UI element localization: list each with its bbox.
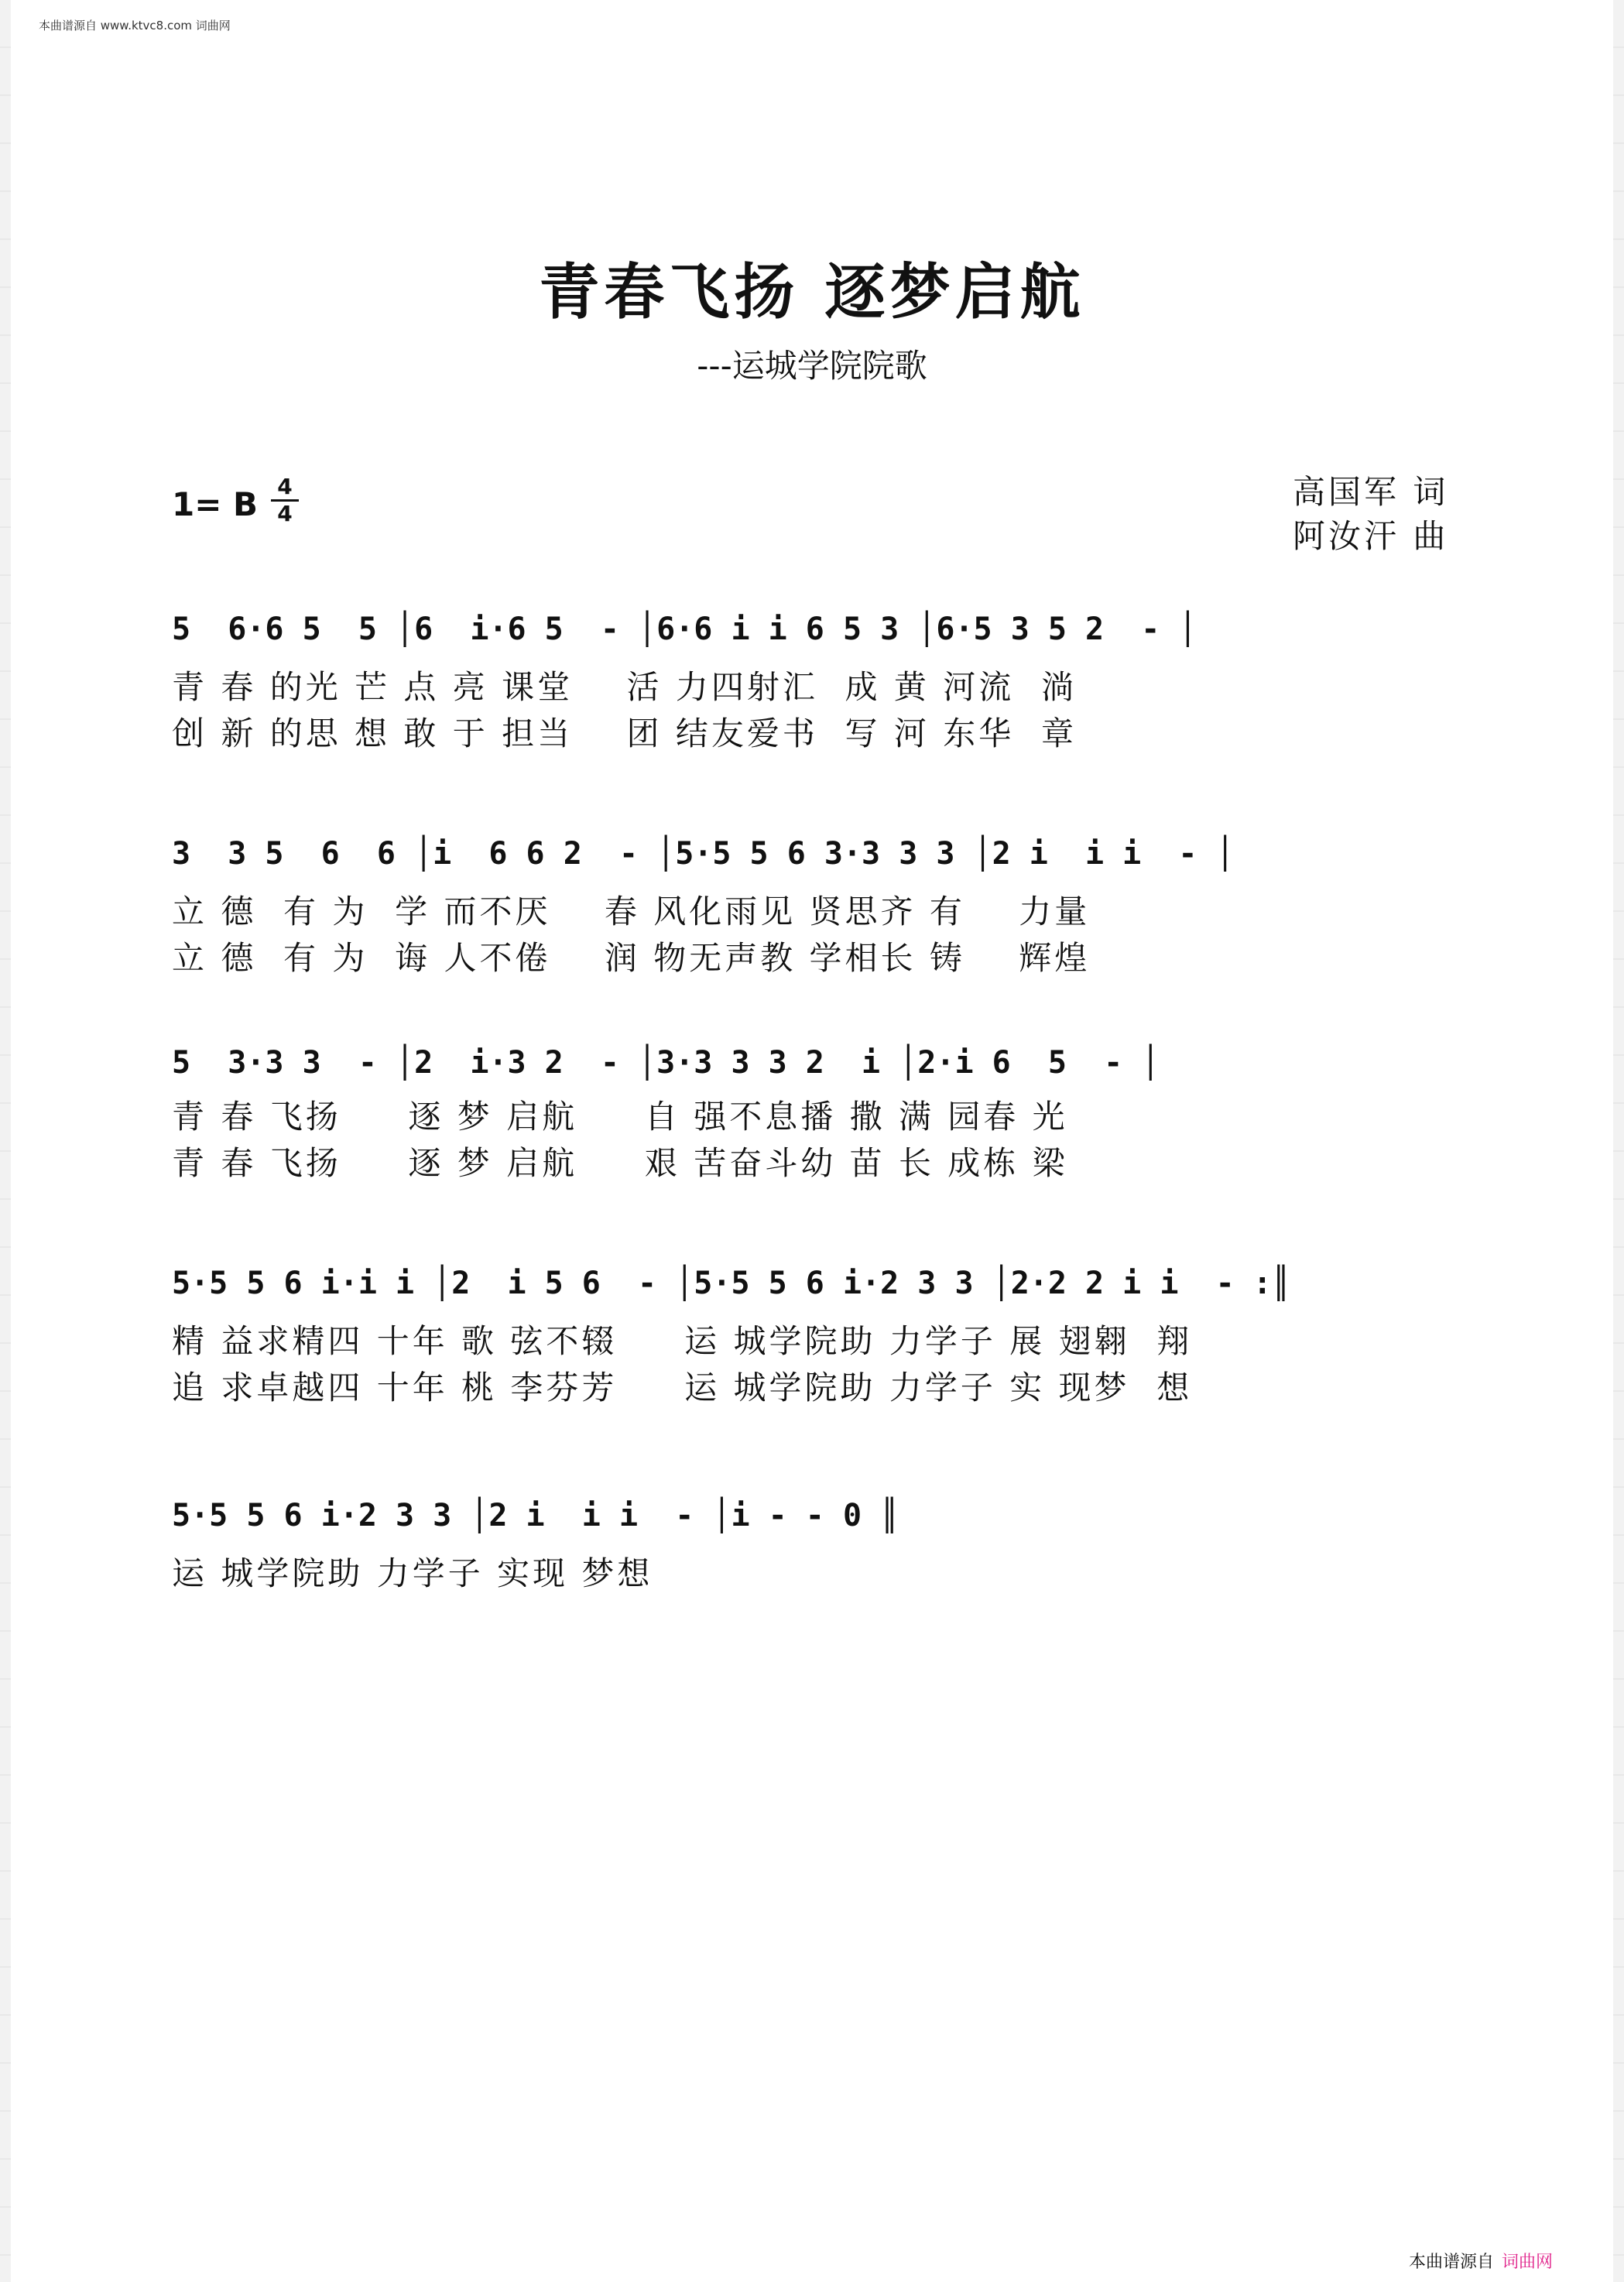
lyricist-credit: 高国军 词 (1293, 473, 1449, 511)
lyric-line-2-verse-2: 立 德 有 为 诲 人不倦 润 物无声教 学相长 铸 辉煌 (172, 939, 1091, 977)
notation-line-4: 5·5 5 6 i·i i │2 i 5 6 - │5·5 5 6 i·2 3 3 │2·2 2 i i - :║ (172, 1266, 1290, 1301)
lyric-line-1-verse-2: 创 新 的思 想 敢 于 担当 团 结友爱书 写 河 东华 章 (172, 714, 1077, 752)
notation-line-5: 5·5 5 6 i·2 3 3 │2 i i i - │i - - 0 ║ (172, 1498, 899, 1533)
time-signature-bottom: 4 (277, 501, 293, 526)
time-signature (271, 475, 299, 526)
footer-source-label: 本曲谱源自 (1409, 2253, 1495, 2272)
notation-line-3: 5 3·3 3 - │2 i·3 2 - │3·3 3 3 2 i │2·i 6 5 - │ (172, 1045, 1160, 1081)
song-title: 青春飞扬 逐梦启航 (539, 257, 1085, 327)
footer-watermark (1409, 2249, 1553, 2273)
lyric-line-4-verse-1: 精 益求精四 十年 歌 弦不辍 运 城学院助 力学子 展 翅翱 翔 (172, 1322, 1193, 1360)
lyric-line-1-verse-1: 青 春 的光 芒 点 亮 课堂 活 力四射汇 成 黄 河流 淌 (172, 668, 1077, 706)
lyric-line-3-verse-1: 青 春 飞扬 逐 梦 启航 自 强不息播 撒 满 园春 光 (172, 1098, 1068, 1136)
lyric-line-3-verse-2: 青 春 飞扬 逐 梦 启航 艰 苦奋斗幼 苗 长 成栋 梁 (172, 1144, 1068, 1182)
top-watermark: 本曲谱源自 www.ktvc8.com 词曲网 (39, 19, 231, 33)
time-signature-top: 4 (277, 474, 293, 499)
song-subtitle: ---运城学院院歌 (697, 347, 927, 385)
composer-credit: 阿汝汗 曲 (1293, 517, 1449, 555)
lyric-line-5-verse-1: 运 城学院助 力学子 实现 梦想 (172, 1554, 653, 1592)
notation-line-2: 3 3 5 6 6 │i 6 6 2 - │5·5 5 6 3·3 3 3 │2 i i i - │ (172, 836, 1235, 872)
lyric-line-4-verse-2: 追 求卓越四 十年 桃 李芬芳 运 城学院助 力学子 实 现梦 想 (172, 1369, 1193, 1407)
key-signature: 1= B (172, 485, 259, 523)
lyric-line-2-verse-1: 立 德 有 为 学 而不厌 春 风化雨见 贤思齐 有 力量 (172, 893, 1091, 930)
footer-brand-link[interactable]: 词曲网 (1502, 2253, 1554, 2272)
notation-line-1: 5 6·6 5 5 │6 i·6 5 - │6·6 i i 6 5 3 │6·5 3 5 2 - │ (172, 612, 1197, 647)
